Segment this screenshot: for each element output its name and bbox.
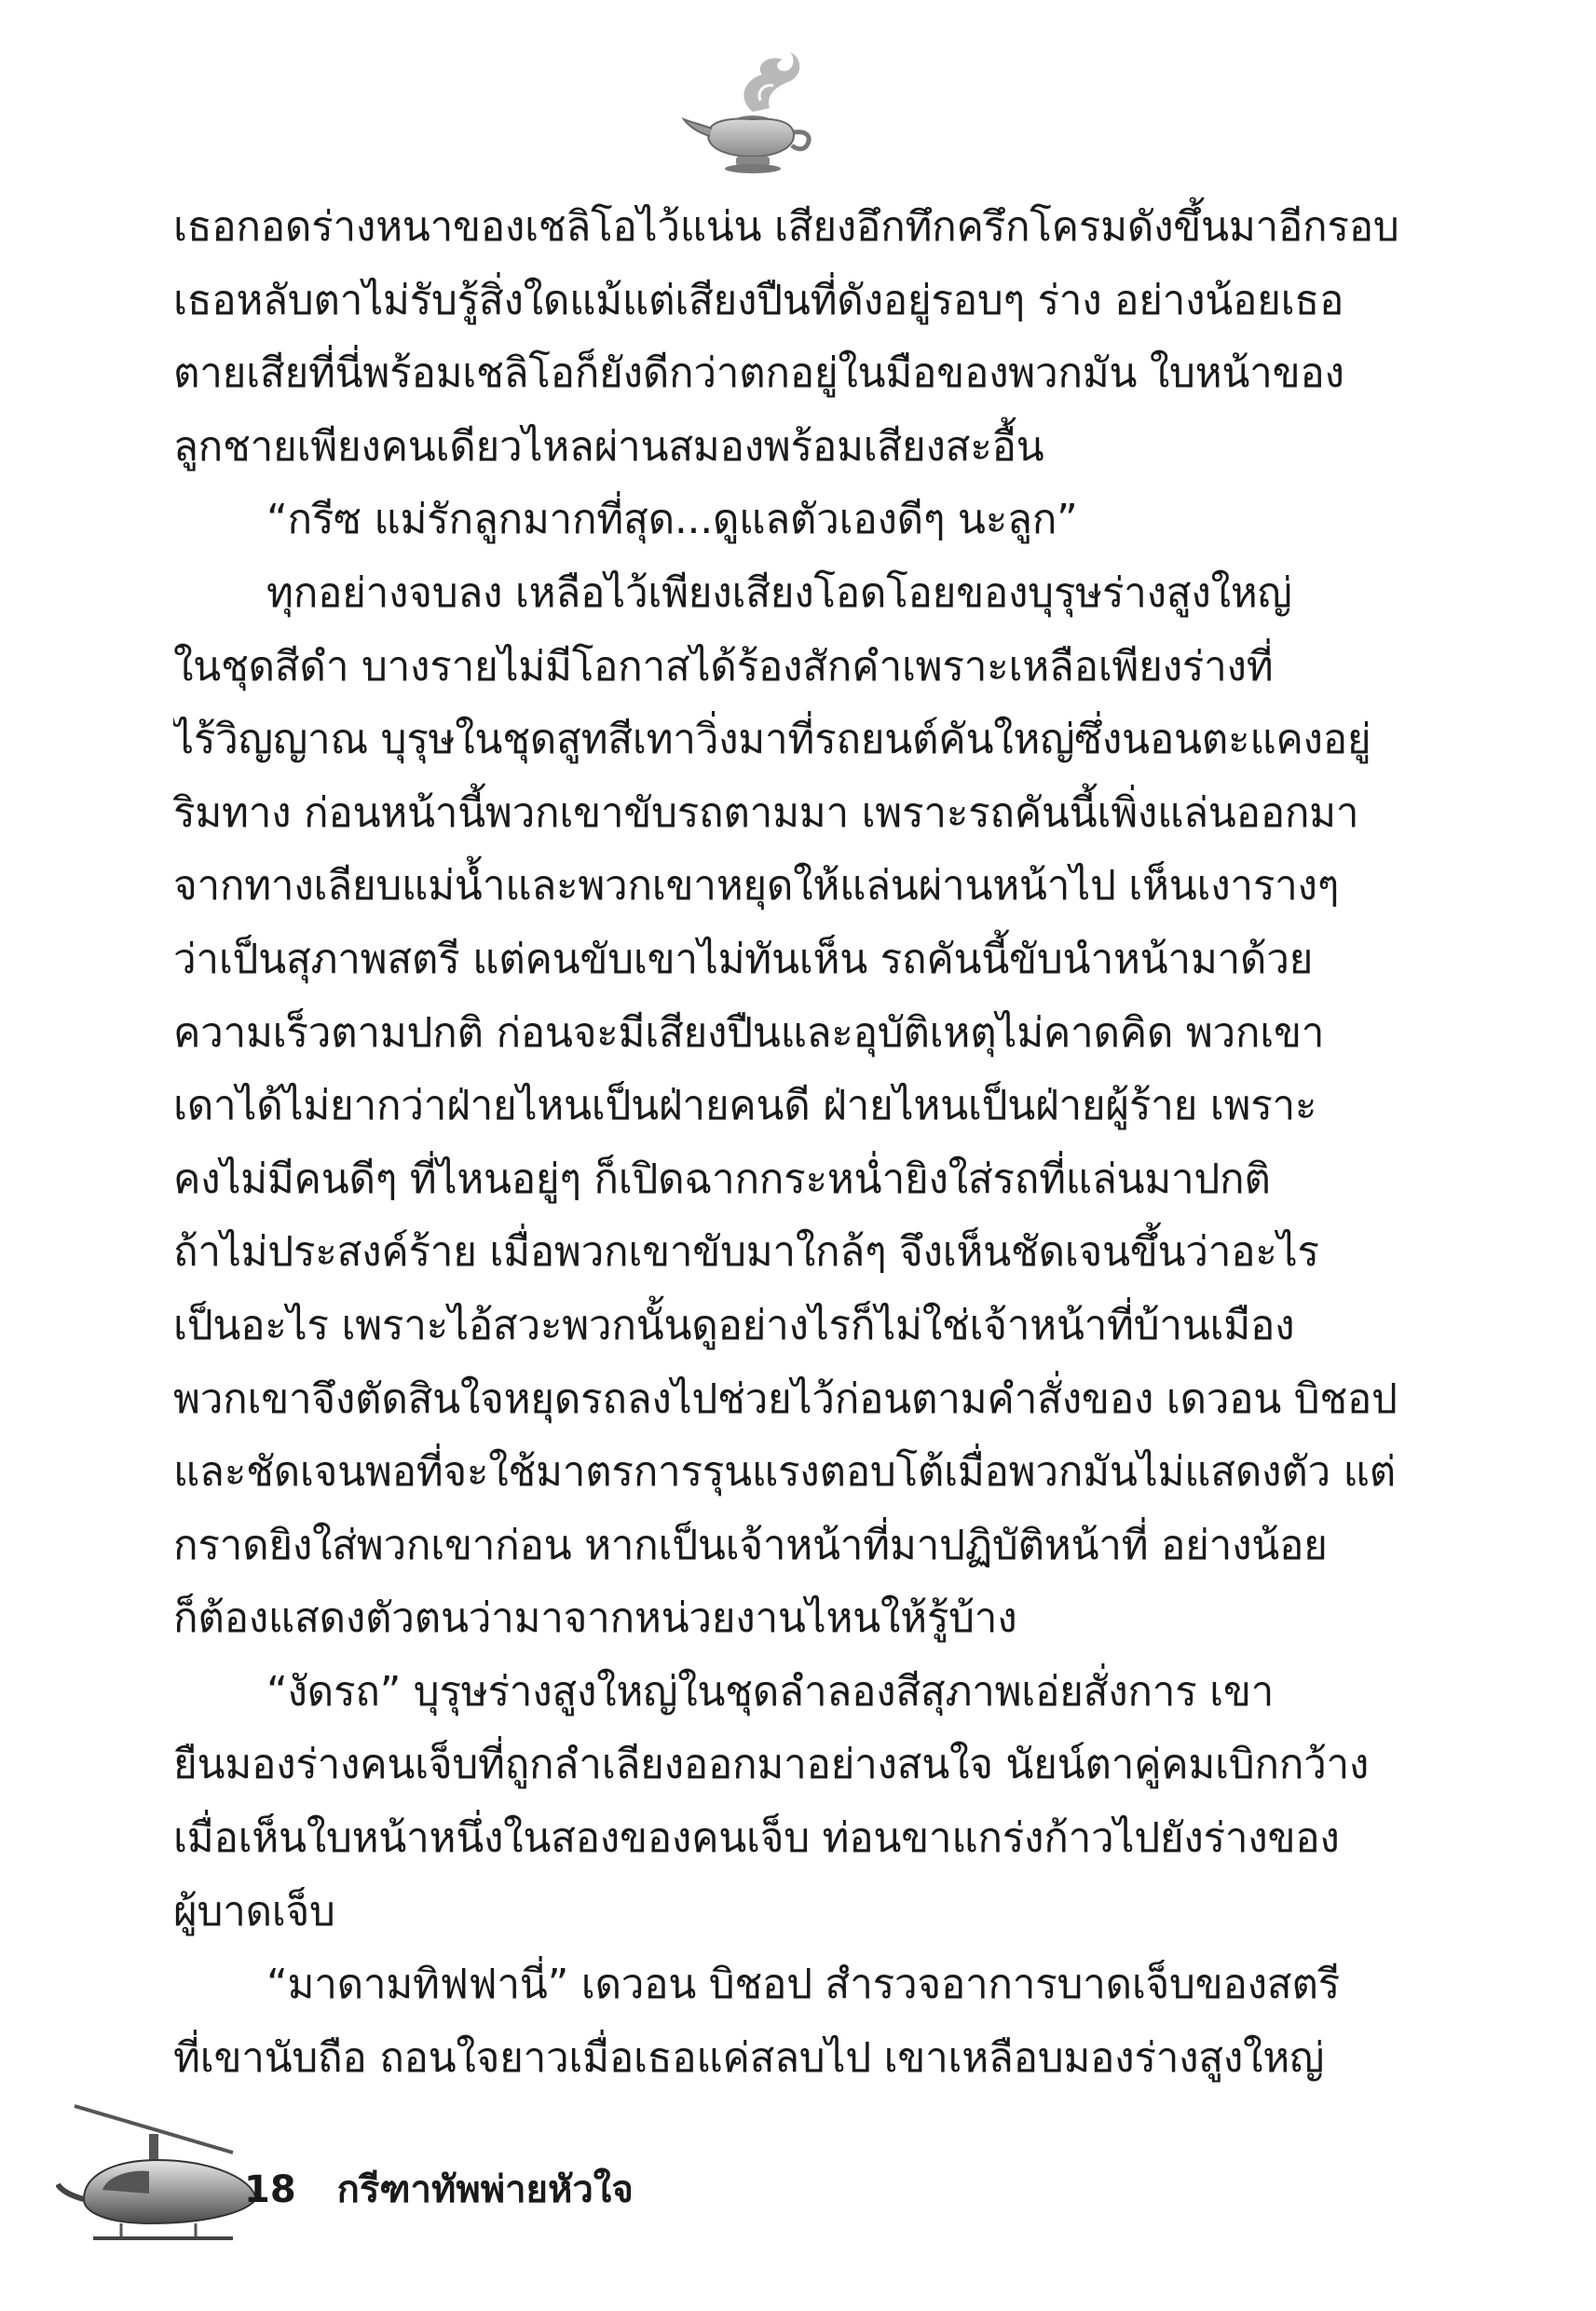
text-line: คงไม่มีคนดีๆ ที่ไหนอยู่ๆ ก็เปิดฉากกระหน่ำยิงใส่รถที่แล่นมาปกติ	[173, 1155, 1271, 1203]
text-line: กราดยิงใส่พวกเขาก่อน หากเป็นเจ้าหน้าที่มาปฏิบัติหน้าที่ อย่างน้อย	[173, 1521, 1328, 1569]
text-line: “กรีซ แม่รักลูกมากที่สุด...ดูแลตัวเองดีๆ นะลูก”	[266, 496, 1078, 544]
text-line: เธอกอดร่างหนาของเชลิโอไว้แน่น เสียงอึกทึกครึกโครมดังขึ้นมาอีกรอบ	[173, 203, 1399, 251]
text-line: พวกเขาจึงตัดสินใจหยุดรถลงไปช่วยไว้ก่อนตามคำสั่งของ เดวอน บิชอป	[173, 1374, 1398, 1423]
text-line: ไร้วิญญาณ บุรุษในชุดสูทสีเทาวิ่งมาที่รถยนต์คันใหญ่ซึ่งนอนตะแคงอยู่	[173, 716, 1371, 764]
text-line: ในชุดสีดำ บางรายไม่มีโอกาสได้ร้องสักคำเพราะเหลือเพียงร่างที่	[173, 642, 1274, 691]
book-title: กรีฑาทัพพ่ายหัวใจ	[336, 2168, 634, 2211]
text-line: และชัดเจนพอที่จะใช้มาตรการรุนแรงตอบโต้เมื่อพวกมันไม่แสดงตัว แต่	[173, 1448, 1396, 1497]
text-line: จากทางเลียบแม่น้ำและพวกเขาหยุดให้แล่นผ่านหน้าไป เห็นเงารางๆ	[173, 862, 1340, 910]
text-line: “งัดรถ” บุรุษร่างสูงใหญ่ในชุดลำลองสีสุภาพเอ่ยสั่งการ เขา	[266, 1667, 1275, 1716]
text-line: ลูกชายเพียงคนเดียวไหลผ่านสมองพร้อมเสียงสะอื้น	[173, 422, 1044, 471]
text-line: ความเร็วตามปกติ ก่อนจะมีเสียงปืนและอุบัติเหตุไม่คาดคิด พวกเขา	[173, 1008, 1325, 1057]
text-line: ทุกอย่างจบลง เหลือไว้เพียงเสียงโอดโอยของบุรุษร่างสูงใหญ่	[266, 568, 1292, 617]
text-line: ผู้บาดเจ็บ	[173, 1887, 335, 1935]
text-line: ก็ต้องแสดงตัวตนว่ามาจากหน่วยงานไหนให้รู้บ้าง	[173, 1594, 1017, 1643]
text-line: ตายเสียที่นี่พร้อมเชลิโอก็ยังดีกว่าตกอยู่ในมือของพวกมัน ใบหน้าของ	[173, 349, 1344, 398]
text-line: เดาได้ไม่ยากว่าฝ่ายไหนเป็นฝ่ายคนดี ฝ่ายไหนเป็นฝ่ายผู้ร้าย เพราะ	[173, 1082, 1317, 1130]
text-line: ริมทาง ก่อนหน้านี้พวกเขาขับรถตามมา เพราะรถคันนี้เพิ่งแล่นออกมา	[173, 788, 1359, 837]
page-footer	[244, 2162, 634, 2218]
text-line: ถ้าไม่ประสงค์ร้าย เมื่อพวกเขาขับมาใกล้ๆ จึงเห็นชัดเจนขึ้นว่าอะไร	[173, 1228, 1319, 1277]
text-line: ว่าเป็นสุภาพสตรี แต่คนขับเขาไม่ทันเห็น รถคันนี้ขับนำหน้ามาด้วย	[173, 935, 1314, 983]
text-line: เธอหลับตาไม่รับรู้สิ่งใดแม้แต่เสียงปืนที่ดังอยู่รอบๆ ร่าง อย่างน้อยเธอ	[173, 276, 1344, 324]
body-text	[173, 191, 1420, 2095]
text-line: เมื่อเห็นใบหน้าหนึ่งในสองของคนเจ็บ ท่อนขาแกร่งก้าวไปยังร่างของ	[173, 1814, 1340, 1863]
magic-lamp-icon	[680, 47, 820, 177]
text-line: ยืนมองร่างคนเจ็บที่ถูกลำเลียงออกมาอย่างสนใจ นัยน์ตาคู่คมเบิกกว้าง	[173, 1741, 1370, 1789]
page-number: 18	[244, 2168, 296, 2211]
helicopter-icon	[56, 2097, 270, 2255]
text-line: ที่เขานับถือ ถอนใจยาวเมื่อเธอแค่สลบไป เขาเหลือบมองร่างสูงใหญ่	[173, 2033, 1325, 2082]
text-line: “มาดามทิฟฟานี่” เดวอน บิชอป สำรวจอาการบาดเจ็บของสตรี	[266, 1961, 1340, 2009]
text-line: เป็นอะไร เพราะไอ้สวะพวกนั้นดูอย่างไรก็ไม่ใช่เจ้าหน้าที่บ้านเมือง	[173, 1301, 1295, 1349]
